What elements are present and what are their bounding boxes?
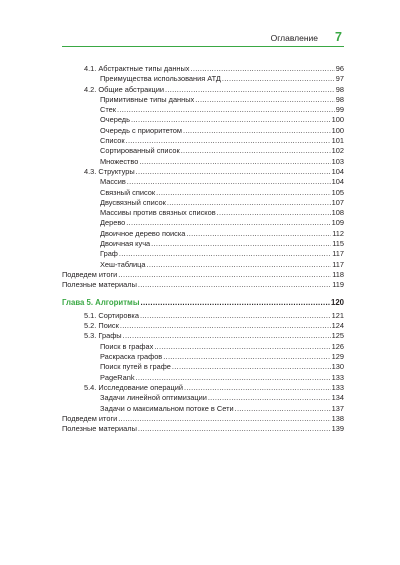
toc-entry[interactable]: [62, 373, 344, 383]
toc-entry-label: PageRank: [100, 372, 135, 382]
toc-entry-page: 104: [331, 177, 344, 187]
toc-entry[interactable]: [62, 95, 344, 105]
toc-leader-dots: [147, 260, 332, 270]
toc-leader-dots: [195, 95, 335, 105]
toc-entry-label: 5.1. Сортировка: [84, 310, 139, 320]
toc-leader-dots: [138, 424, 331, 434]
toc-leader-dots: [136, 373, 331, 383]
toc-entry-page: 100: [331, 115, 344, 125]
toc-entry-label: 4.1. Абстрактные типы данных: [84, 64, 190, 73]
toc-entry-page: 109: [331, 218, 344, 228]
toc-entry[interactable]: [62, 229, 344, 239]
toc-entry-page: 100: [331, 125, 344, 135]
toc-entry-label: 5.3. Графы: [84, 331, 122, 341]
toc-entry[interactable]: [62, 146, 344, 156]
toc-entry[interactable]: [62, 177, 344, 187]
toc-entry-label: Стек: [100, 105, 116, 115]
toc-entry-label: Примитивные типы данных: [100, 94, 195, 104]
toc-entry-page: 117: [332, 249, 344, 259]
toc-entry-label: Массив: [100, 177, 126, 187]
toc-leader-dots: [222, 74, 335, 84]
header-rule: [62, 46, 344, 47]
toc-entry-page: 133: [331, 372, 344, 382]
toc-entry-label: Преимущества использования АТД: [100, 74, 221, 84]
toc-leader-dots: [126, 218, 330, 228]
toc-entry-page: 124: [331, 321, 344, 331]
toc-entry-label: Задачи о максимальном потоке в Сети: [100, 403, 234, 413]
toc-leader-dots: [154, 342, 330, 352]
toc-entry-label: Дерево: [100, 218, 126, 228]
toc-entry[interactable]: [62, 249, 344, 259]
toc-entry[interactable]: [62, 64, 344, 74]
toc-entry[interactable]: [62, 126, 344, 136]
toc-entry[interactable]: [62, 74, 344, 84]
toc-entry-label: Список: [100, 136, 125, 146]
toc-entry-label: 4.2. Общие абстракции: [84, 84, 165, 94]
toc-entry-label: Хеш-таблица: [100, 259, 146, 269]
toc-leader-dots: [183, 126, 331, 136]
toc-entry[interactable]: [62, 239, 344, 249]
toc-entry-label: Подведем итоги: [62, 413, 118, 423]
toc-entry-page: 104: [331, 166, 344, 176]
toc-entry-label: 5.4. Исследование операций: [84, 382, 184, 392]
page-header: [62, 30, 344, 48]
toc-entry-label: 5.2. Поиск: [84, 321, 119, 331]
toc-leader-dots: [120, 321, 331, 331]
toc-entry-page: 96: [335, 64, 344, 73]
toc-entry-page: 112: [332, 228, 344, 238]
toc-entry[interactable]: [62, 136, 344, 146]
header-title: Оглавление: [270, 33, 318, 43]
toc-leader-dots: [186, 229, 331, 239]
toc-entry-label: Очередь: [100, 115, 130, 125]
toc-entry-page: 137: [331, 403, 344, 413]
toc-entry[interactable]: [62, 280, 344, 290]
toc-leader-dots: [131, 115, 331, 125]
toc-entry-page: 99: [335, 105, 344, 115]
toc-entry-page: 138: [331, 413, 344, 423]
toc-entry-label: Множество: [100, 156, 139, 166]
toc-leader-dots: [127, 177, 331, 187]
table-of-contents: [62, 64, 344, 434]
toc-entry[interactable]: [62, 342, 344, 352]
toc-entry-page: 101: [331, 136, 344, 146]
toc-entry-page: 115: [332, 239, 344, 249]
toc-entry-page: 120: [330, 297, 344, 307]
toc-leader-dots: [156, 188, 331, 198]
toc-entry[interactable]: [62, 311, 344, 321]
toc-entry[interactable]: [62, 383, 344, 393]
toc-leader-dots: [119, 249, 331, 259]
toc-entry[interactable]: [62, 414, 344, 424]
toc-leader-dots: [181, 146, 331, 156]
toc-leader-dots: [184, 383, 331, 393]
toc-entry-label: Сортированный список: [100, 146, 180, 156]
toc-entry-page: 103: [331, 156, 344, 166]
toc-entry-page: 119: [332, 280, 344, 290]
toc-entry-page: 121: [331, 310, 344, 320]
toc-leader-dots: [172, 362, 331, 372]
toc-leader-dots: [136, 167, 331, 177]
toc-entry-page: 107: [331, 197, 344, 207]
toc-entry-label: Массивы против связных списков: [100, 208, 216, 218]
toc-entry-label: Очередь с приоритетом: [100, 125, 182, 135]
toc-entry-label: Глава 5. Алгоритмы: [62, 297, 140, 307]
toc-gap: [62, 291, 344, 298]
toc-leader-dots: [126, 136, 331, 146]
toc-leader-dots: [217, 208, 331, 218]
toc-leader-dots: [118, 270, 331, 280]
toc-entry-label: Задачи линейной оптимизации: [100, 393, 207, 403]
toc-entry[interactable]: [62, 188, 344, 198]
toc-entry[interactable]: [62, 167, 344, 177]
toc-entry[interactable]: [62, 404, 344, 414]
toc-entry-page: 139: [331, 424, 344, 434]
header-page-number: 7: [335, 30, 342, 44]
toc-entry[interactable]: [62, 424, 344, 434]
toc-leader-dots: [163, 352, 330, 362]
toc-entry[interactable]: [62, 105, 344, 115]
toc-leader-dots: [117, 105, 335, 115]
toc-entry-label: Граф: [100, 249, 118, 259]
toc-entry-label: Полезные материалы: [62, 280, 137, 290]
toc-entry[interactable]: [62, 331, 344, 341]
toc-leader-dots: [140, 298, 330, 308]
toc-entry-page: 134: [331, 393, 344, 403]
toc-entry-page: 98: [335, 84, 344, 94]
toc-entry-page: 130: [331, 362, 344, 372]
toc-leader-dots: [139, 157, 330, 167]
toc-entry[interactable]: [62, 115, 344, 125]
toc-entry[interactable]: [62, 352, 344, 362]
toc-entry-page: 102: [331, 146, 344, 156]
toc-entry[interactable]: [62, 208, 344, 218]
toc-leader-dots: [151, 239, 331, 249]
toc-entry[interactable]: [62, 198, 344, 208]
toc-leader-dots: [138, 280, 331, 290]
toc-entry-label: Поиск путей в графе: [100, 362, 171, 372]
toc-entry[interactable]: [62, 393, 344, 403]
toc-entry[interactable]: [62, 362, 344, 372]
toc-leader-dots: [191, 64, 335, 74]
toc-entry-label: Раскраска графов: [100, 352, 163, 362]
toc-entry-page: 133: [331, 382, 344, 392]
toc-entry-page: 118: [332, 269, 344, 279]
toc-entry-page: 117: [332, 259, 344, 269]
toc-leader-dots: [165, 85, 335, 95]
toc-entry-label: Поиск в графах: [100, 341, 154, 351]
toc-entry-page: 97: [335, 74, 344, 84]
toc-leader-dots: [140, 311, 331, 321]
toc-leader-dots: [118, 414, 330, 424]
toc-entry-page: 98: [335, 94, 344, 104]
toc-entry[interactable]: [62, 85, 344, 95]
toc-leader-dots: [123, 331, 331, 341]
toc-entry[interactable]: [62, 270, 344, 280]
toc-chapter-entry[interactable]: [62, 298, 344, 308]
toc-entry-page: 108: [331, 208, 344, 218]
toc-entry-label: Двоичное дерево поиска: [100, 228, 186, 238]
toc-entry-label: Полезные материалы: [62, 424, 137, 434]
toc-entry-label: Подведем итоги: [62, 269, 118, 279]
toc-entry-label: Связный список: [100, 187, 156, 197]
toc-leader-dots: [167, 198, 331, 208]
toc-entry[interactable]: [62, 218, 344, 228]
toc-entry[interactable]: [62, 260, 344, 270]
toc-entry-page: 129: [331, 352, 344, 362]
toc-entry-page: 126: [331, 341, 344, 351]
toc-entry-label: Двоичная куча: [100, 239, 151, 249]
toc-entry[interactable]: [62, 157, 344, 167]
toc-leader-dots: [235, 404, 331, 414]
toc-entry-page: 105: [331, 187, 344, 197]
toc-entry-page: 125: [331, 331, 344, 341]
toc-entry[interactable]: [62, 321, 344, 331]
toc-leader-dots: [208, 393, 331, 403]
toc-entry-label: 4.3. Структуры: [84, 166, 135, 176]
toc-entry-label: Двусвязный список: [100, 197, 166, 207]
